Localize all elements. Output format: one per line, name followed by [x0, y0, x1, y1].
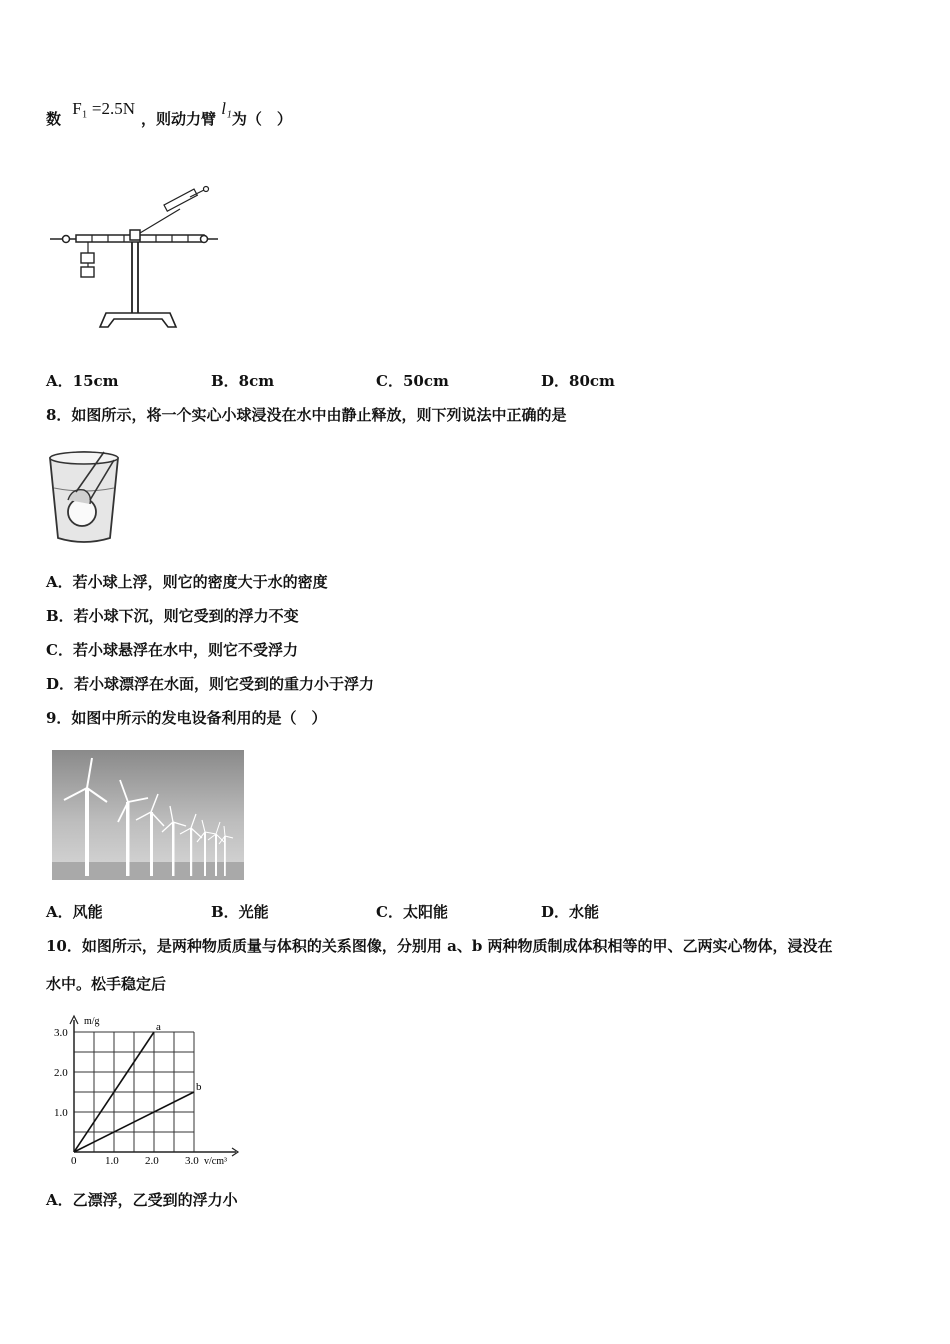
q8-option-d[interactable]: D．若小球漂浮在水面，则它受到的重力小于浮力 [46, 675, 375, 693]
y-tick-label: 3.0 [54, 1027, 68, 1039]
q9-option-a[interactable]: A．风能 [46, 903, 103, 921]
q7-prefix: 数 [46, 110, 62, 128]
series-label-a: a [156, 1021, 161, 1033]
q7-option-b[interactable]: B．8cm [211, 372, 275, 390]
q8-stem: 8．如图所示，将一个实心小球浸没在水中由静止释放，则下列说法中正确的是 [46, 406, 567, 424]
q10-option-a[interactable]: A．乙漂浮，乙受到的浮力小 [46, 1191, 238, 1209]
series-label-b: b [196, 1081, 202, 1093]
beaker-ball-figure [46, 448, 122, 544]
q7-formula-l1: l₁ [221, 99, 232, 118]
y-axis-label: m/g [84, 1016, 100, 1027]
y-tick-label: 1.0 [54, 1107, 68, 1119]
x-axis-label: v/cm³ [204, 1156, 227, 1167]
y-tick-label: 2.0 [54, 1067, 68, 1079]
mass-volume-chart [46, 1012, 246, 1172]
q7-suffix: 为（ ） [231, 110, 292, 128]
q7-option-a[interactable]: A．15cm [46, 372, 119, 390]
q9-stem: 9．如图中所示的发电设备利用的是（ ） [46, 709, 327, 727]
q9-option-d[interactable]: D．水能 [541, 903, 600, 921]
x-tick-label: 2.0 [145, 1155, 159, 1167]
lever-figure [46, 185, 226, 335]
q7-middle: ，则动力臂 [141, 110, 217, 128]
q8-option-a[interactable]: A．若小球上浮，则它的密度大于水的密度 [46, 573, 328, 591]
q9-option-b[interactable]: B．光能 [211, 903, 269, 921]
q7-formula-f1: F₁ =2.5N [72, 99, 135, 118]
q9-option-c[interactable]: C．太阳能 [376, 903, 448, 921]
q8-option-c[interactable]: C．若小球悬浮在水中，则它不受浮力 [46, 641, 298, 659]
q10-stem-line2: 水中。松手稳定后 [46, 975, 167, 993]
q8-option-b[interactable]: B．若小球下沉，则它受到的浮力不变 [46, 607, 299, 625]
q7-option-d[interactable]: D．80cm [541, 372, 615, 390]
q7-option-c[interactable]: C．50cm [376, 372, 449, 390]
q7-stem [46, 99, 292, 129]
wind-turbines-photo [52, 750, 244, 880]
x-tick-label: 0 [71, 1155, 77, 1167]
q10-stem-line1: 10．如图所示，是两种物质质量与体积的关系图像，分别用 a、b 两种物质制成体积相等的甲、乙两实心物体，浸没在 [46, 937, 833, 955]
x-tick-label: 3.0 [185, 1155, 199, 1167]
x-tick-label: 1.0 [105, 1155, 119, 1167]
